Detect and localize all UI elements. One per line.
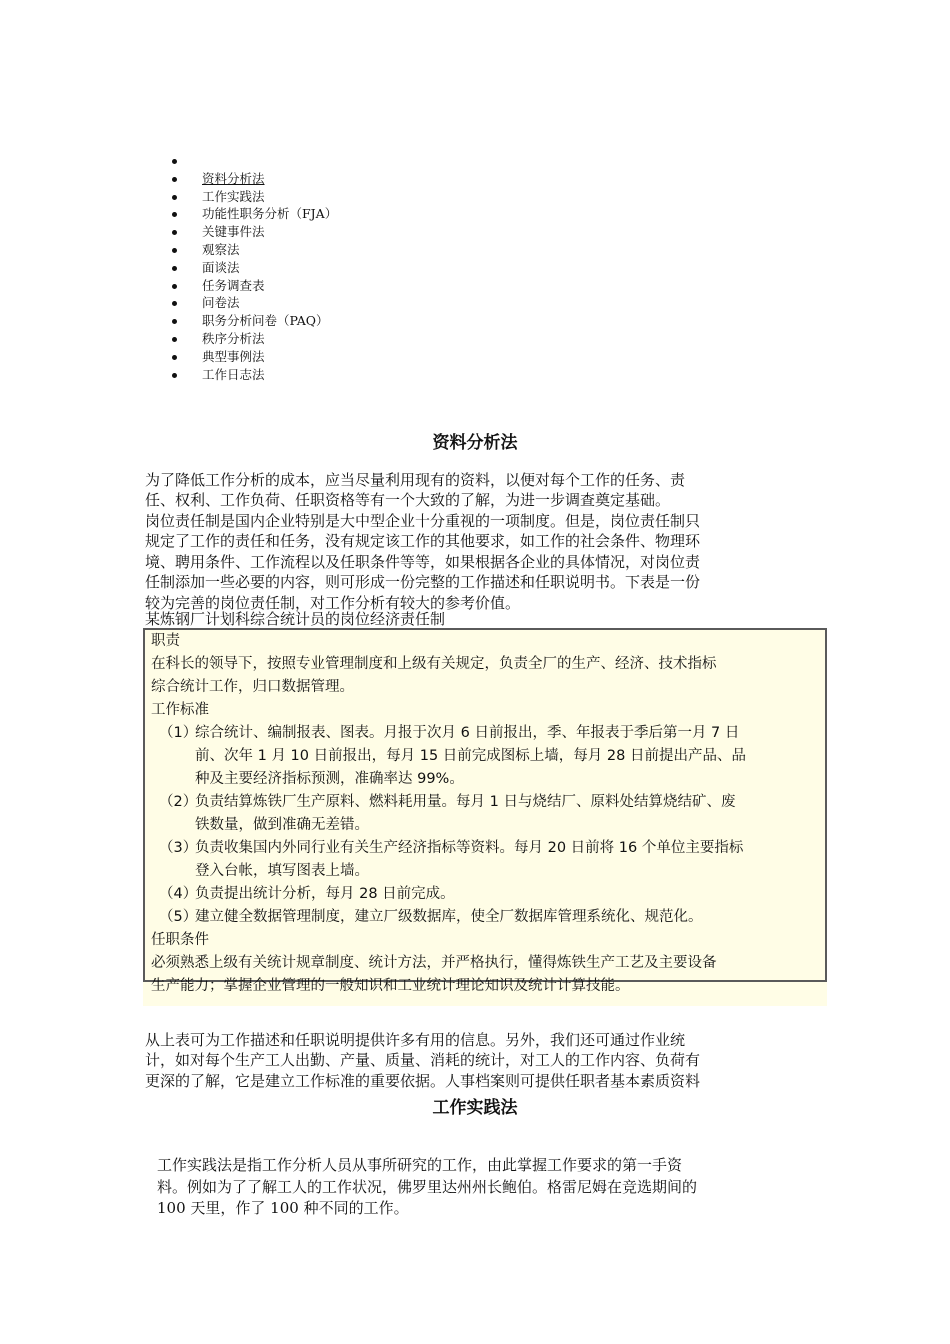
list-item-label: 观察法 (202, 241, 240, 257)
bullet-icon (172, 266, 177, 271)
list-item-label: 任务调查表 (202, 277, 265, 293)
bullet-icon (172, 195, 177, 200)
text-line: 任制添加一些必要的内容，则可形成一份完整的工作描述和任职说明书。下表是一份 (145, 573, 701, 592)
table-line: 生产能力；掌握企业管理的一般知识和工业统计理论知识及统计计算技能。 (151, 978, 630, 994)
table-line: 前、次年 1 月 10 日前报出，每月 15 日前完成图标上墙，每月 28 日前提出产品、品 (195, 748, 746, 764)
standard-item (151, 906, 821, 929)
standard-heading: 工作标准 (151, 702, 209, 718)
list-item (172, 241, 337, 259)
standard-item (151, 883, 821, 906)
text-line: 100 天里，作了 100 种不同的工作。 (157, 1199, 409, 1217)
table-line: 综合统计、编制报表、图表。月报于次月 6 日前报出，季、年报表于季后第一月 7 日 (195, 725, 740, 741)
text-line: 规定了工作的责任和任务，没有规定该工作的其他要求，如工作的社会条件、物理环 (145, 532, 701, 551)
list-item-label: 关键事件法 (202, 224, 265, 240)
bullet-icon (172, 337, 177, 342)
list-item[interactable] (172, 170, 337, 188)
text-line: 计，如对每个生产工人出勤、产量、质量、消耗的统计，对工人的工作内容、负荷有 (145, 1051, 701, 1070)
method-list (172, 152, 337, 383)
table-caption: 某炼钢厂计划科综合统计员的岗位经济责任制 (145, 610, 446, 628)
table-line: 在科长的领导下，按照专业管理制度和上级有关规定，负责全厂的生产、经济、技术指标 (151, 656, 717, 672)
table-line: 种及主要经济指标预测，准确率达 99%。 (195, 771, 464, 787)
section-title: 工作实践法 (432, 1098, 518, 1118)
text-line: 为了降低工作分析的成本，应当尽量利用现有的资料，以便对每个工作的任务、责 (145, 471, 686, 489)
table-line: 铁数量，做到准确无差错。 (195, 817, 369, 833)
list-item (172, 348, 337, 366)
list-item (172, 366, 337, 384)
table-line: 建立健全数据管理制度，建立厂级数据库，使全厂数据库管理系统化、规范化。 (195, 909, 703, 925)
bullet-icon (172, 212, 177, 217)
bullet-icon (172, 177, 177, 182)
item-number: （5） (159, 909, 198, 925)
item-number: （4） (159, 886, 198, 902)
list-item-label: 秩序分析法 (202, 330, 265, 346)
item-number: （1） (159, 725, 198, 741)
text-line: 更深的了解，它是建立工作标准的重要依据。人事档案则可提供任职者基本素质资料 (145, 1071, 701, 1090)
text-line: 工作实践法是指工作分析人员从事所研究的工作，由此掌握工作要求的第一手资 (157, 1156, 683, 1174)
bullet-icon (172, 248, 177, 253)
list-item (172, 259, 337, 277)
table-line: 负责收集国内外同行业有关生产经济指标等资料。每月 20 日前将 16 个单位主要指标 (195, 840, 744, 856)
table-line: 登入台帐，填写图表上墙。 (195, 863, 369, 879)
list-item (172, 277, 337, 295)
table-line: 负责提出统计分析，每月 28 日前完成。 (195, 886, 455, 902)
bullet-icon (172, 355, 177, 360)
list-item-label: 职务分析问卷（PAQ） (202, 313, 329, 329)
practice-paragraph (157, 1155, 697, 1220)
list-item (172, 152, 337, 170)
table-line: 综合统计工作，归口数据管理。 (151, 679, 354, 695)
link-data-analysis[interactable]: 资料分析法 (202, 170, 265, 186)
list-item (172, 188, 337, 206)
duty-heading: 职责 (151, 633, 180, 649)
text-line: 境、聘用条件、工作流程以及任职条件等等，如果根据各企业的具体情况，对岗位责 (145, 552, 701, 571)
list-item-label: 问卷法 (202, 295, 240, 311)
list-item (172, 294, 337, 312)
bullet-icon (172, 373, 177, 378)
standard-item (151, 791, 821, 837)
item-number: （3） (159, 840, 198, 856)
item-number: （2） (159, 794, 198, 810)
list-item (172, 205, 337, 223)
intro-paragraph (145, 470, 685, 511)
bullet-icon (172, 301, 177, 306)
body-paragraph (145, 511, 700, 613)
list-item-label: 功能性职务分析（FJA） (202, 206, 338, 222)
qualification-heading: 任职条件 (151, 932, 209, 948)
list-item-label: 工作实践法 (202, 188, 265, 204)
list-item-label: 典型事例法 (202, 348, 265, 364)
text-line: 较为完善的岗位责任制，对工作分析有较大的参考价值。 (145, 593, 521, 612)
list-item (172, 312, 337, 330)
list-item (172, 330, 337, 348)
table-line: 必须熟悉上级有关统计规章制度、统计方法，并严格执行，懂得炼铁生产工艺及主要设备 (151, 955, 717, 971)
text-line: 任、权利、工作负荷、任职资格等有一个大致的了解，为进一步调查奠定基础。 (145, 491, 671, 510)
bullet-icon (172, 230, 177, 235)
list-item (172, 223, 337, 241)
section-title: 资料分析法 (432, 433, 518, 453)
bullet-icon (172, 319, 177, 324)
standard-item (151, 722, 821, 791)
responsibility-table (143, 628, 827, 1006)
list-item-label: 面谈法 (202, 259, 240, 275)
text-line: 料。例如为了了解工人的工作状况，佛罗里达州州长鲍伯。格雷尼姆在竞选期间的 (157, 1177, 698, 1196)
bullet-icon (172, 159, 177, 164)
standard-item (151, 837, 821, 883)
table-line: 负责结算炼铁厂生产原料、燃料耗用量。每月 1 日与烧结厂、原料处结算烧结矿、废 (195, 794, 736, 810)
text-line: 从上表可为工作描述和任职说明提供许多有用的信息。另外，我们还可通过作业统 (145, 1031, 686, 1049)
summary-paragraph (145, 1030, 700, 1091)
list-item-label: 工作日志法 (202, 366, 265, 382)
bullet-icon (172, 284, 177, 289)
table-content (151, 630, 821, 998)
text-line: 岗位责任制是国内企业特别是大中型企业十分重视的一项制度。但是，岗位责任制只 (145, 512, 701, 530)
